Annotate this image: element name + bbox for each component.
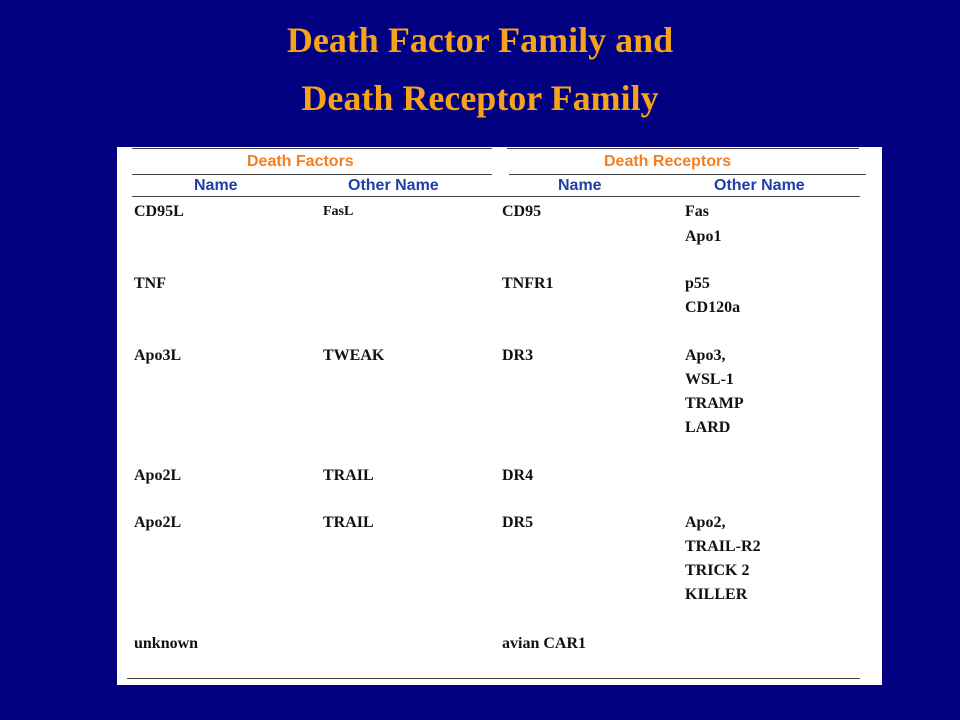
receptor-other-name-line: LARD xyxy=(685,419,731,436)
col-header-receptor-name: Name xyxy=(558,177,602,194)
receptor-other-name-line: CD120a xyxy=(685,299,741,316)
family-table xyxy=(117,147,882,685)
top-rule-factors xyxy=(132,148,492,149)
factor-name-cell: Apo2L xyxy=(134,467,182,484)
receptor-other-name-line: TRAIL-R2 xyxy=(685,538,761,555)
factor-name-cell: Apo2L xyxy=(134,514,182,531)
group-header-receptors: Death Receptors xyxy=(604,153,732,170)
receptor-other-name-line: Apo1 xyxy=(685,228,722,245)
factor-name-cell: unknown xyxy=(134,635,199,652)
factor-other-name-cell: TWEAK xyxy=(323,347,385,364)
receptor-other-name-line: Apo3, xyxy=(685,347,726,364)
receptor-other-name-line: WSL-1 xyxy=(685,371,734,388)
receptor-other-name-line: KILLER xyxy=(685,586,748,603)
receptor-other-name-line: TRAMP xyxy=(685,395,744,412)
factor-other-name-cell: FasL xyxy=(323,204,354,219)
factor-other-name-cell: TRAIL xyxy=(323,514,374,531)
factor-name-cell: CD95L xyxy=(134,203,184,220)
col-header-receptor-other-name: Other Name xyxy=(714,177,805,194)
receptor-name-cell: CD95 xyxy=(502,203,542,220)
factor-name-cell: TNF xyxy=(134,275,166,292)
receptor-name-cell: DR5 xyxy=(502,514,534,531)
slide-title-line-2: Death Receptor Family xyxy=(301,78,659,118)
receptor-other-name-line: Apo2, xyxy=(685,514,726,531)
group-header-factors: Death Factors xyxy=(247,153,354,170)
receptor-name-cell: avian CAR1 xyxy=(502,635,587,652)
table-bottom-rule xyxy=(127,678,860,679)
receptor-other-name-line: p55 xyxy=(685,275,710,292)
slide-title-line-1: Death Factor Family and xyxy=(286,20,674,60)
receptor-other-name-line: Fas xyxy=(685,203,709,220)
receptor-other-name-line: TRICK 2 xyxy=(685,562,750,579)
factor-name-cell: Apo3L xyxy=(134,347,182,364)
col-header-factor-other-name: Other Name xyxy=(348,177,439,194)
factor-other-name-cell: TRAIL xyxy=(323,467,374,484)
col-header-factor-name: Name xyxy=(194,177,238,194)
group-rule-factors xyxy=(132,174,492,175)
header-bottom-rule xyxy=(132,196,860,197)
group-rule-receptors xyxy=(509,174,866,175)
receptor-name-cell: DR3 xyxy=(502,347,534,364)
receptor-name-cell: DR4 xyxy=(502,467,534,484)
receptor-name-cell: TNFR1 xyxy=(502,275,554,292)
top-rule-receptors xyxy=(507,148,859,149)
